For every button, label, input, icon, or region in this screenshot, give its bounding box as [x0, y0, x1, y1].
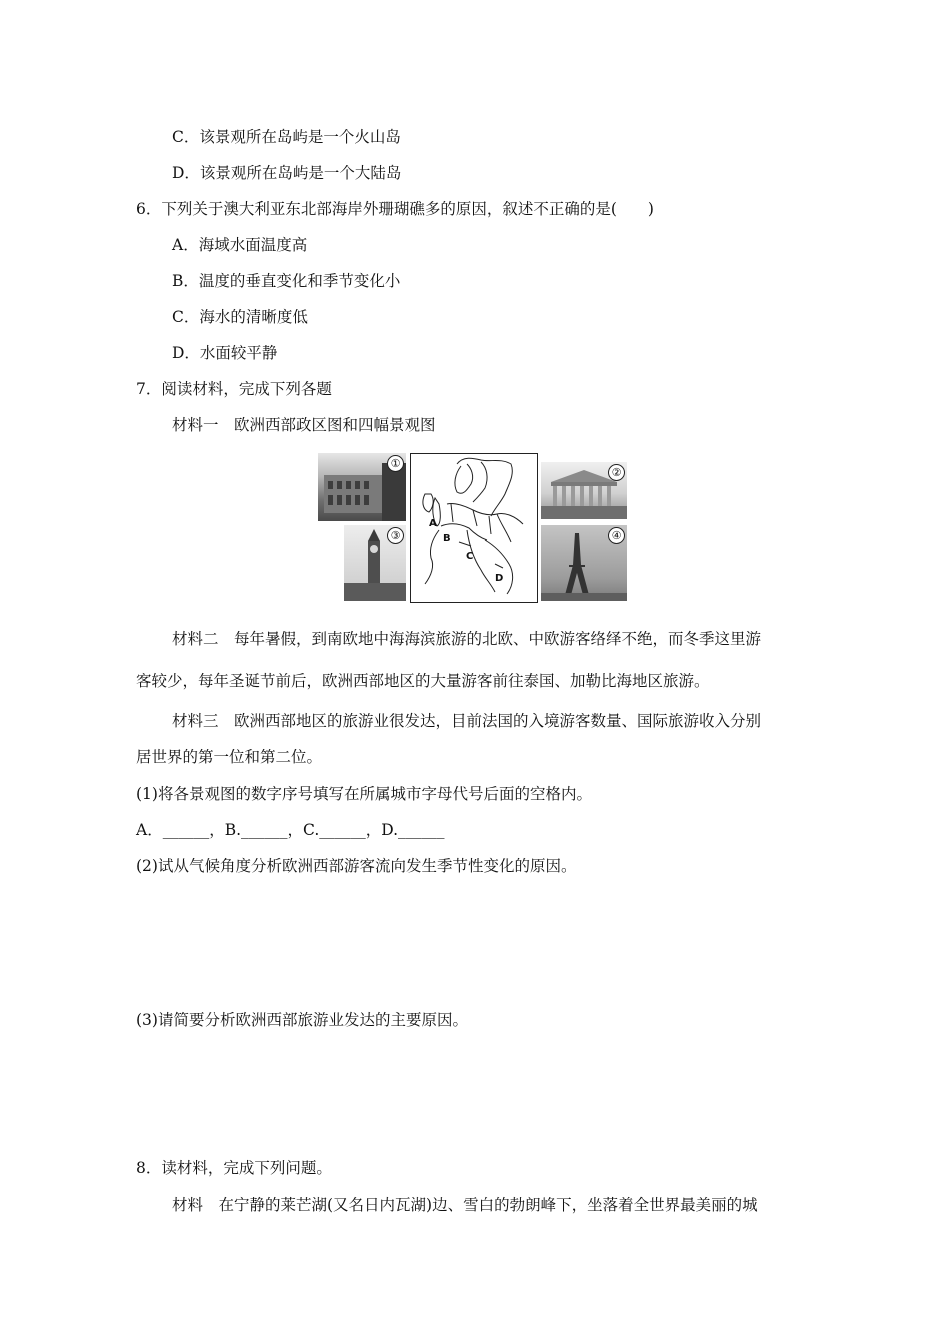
answer-blanks: A．______，B.______，C.______，D.______ — [136, 821, 445, 839]
europe-map-figure — [318, 451, 628, 603]
sub-question-3: (3)请简要分析欧洲西部旅游业发达的主要原因。 — [136, 1011, 468, 1029]
map-label-a: A — [429, 518, 437, 529]
material-2-line-1: 材料二 每年暑假，到南欧地中海海滨旅游的北欧、中欧游客络绎不绝，而冬季这里游 — [172, 630, 762, 648]
sub-question-2: (2)试从气候角度分析欧洲西部游客流向发生季节性变化的原因。 — [136, 857, 577, 875]
photo-number-1: ① — [387, 455, 404, 472]
question-7: 7．阅读材料，完成下列各题 — [136, 380, 332, 398]
material-3-line-2: 居世界的第一位和第二位。 — [136, 748, 323, 766]
material-3-line-1: 材料三 欧洲西部地区的旅游业很发达，目前法国的入境游客数量、国际旅游收入分别 — [172, 712, 762, 730]
sub-question-1: (1)将各景观图的数字序号填写在所属城市字母代号后面的空格内。 — [136, 785, 592, 803]
line-option-6d: D．水面较平静 — [172, 344, 278, 362]
question-8-material: 材料 在宁静的莱芒湖(又名日内瓦湖)边、雪白的勃朗峰下，坐落着全世界最美丽的城 — [172, 1196, 758, 1214]
material-2-line-2: 客较少，每年圣诞节前后，欧洲西部地区的大量游客前往泰国、加勒比海地区旅游。 — [136, 672, 710, 690]
map-label-d: D — [495, 573, 504, 584]
photo-number-2: ② — [608, 464, 625, 481]
photo-eiffel-tower — [541, 525, 627, 601]
line-option-6b: B．温度的垂直变化和季节变化小 — [172, 272, 401, 290]
line-option-5c: C．该景观所在岛屿是一个火山岛 — [172, 128, 401, 146]
line-option-6c: C．海水的清晰度低 — [172, 308, 308, 326]
western-europe-map — [410, 453, 538, 603]
map-label-c: C — [466, 551, 474, 562]
material-1-caption: 材料一 欧洲西部政区图和四幅景观图 — [172, 416, 436, 434]
question-6: 6．下列关于澳大利亚东北部海岸外珊瑚礁多的原因，叙述不正确的是( ) — [136, 200, 654, 218]
photo-big-ben — [344, 525, 406, 601]
photo-parthenon — [541, 462, 627, 519]
question-8: 8．读材料，完成下列问题。 — [136, 1159, 332, 1177]
photo-number-4: ④ — [608, 527, 625, 544]
photo-number-3: ③ — [387, 527, 404, 544]
line-option-5d: D．该景观所在岛屿是一个大陆岛 — [172, 164, 402, 182]
map-label-b: B — [443, 533, 451, 544]
line-option-6a: A．海域水面温度高 — [172, 236, 308, 254]
photo-colosseum — [318, 453, 406, 521]
